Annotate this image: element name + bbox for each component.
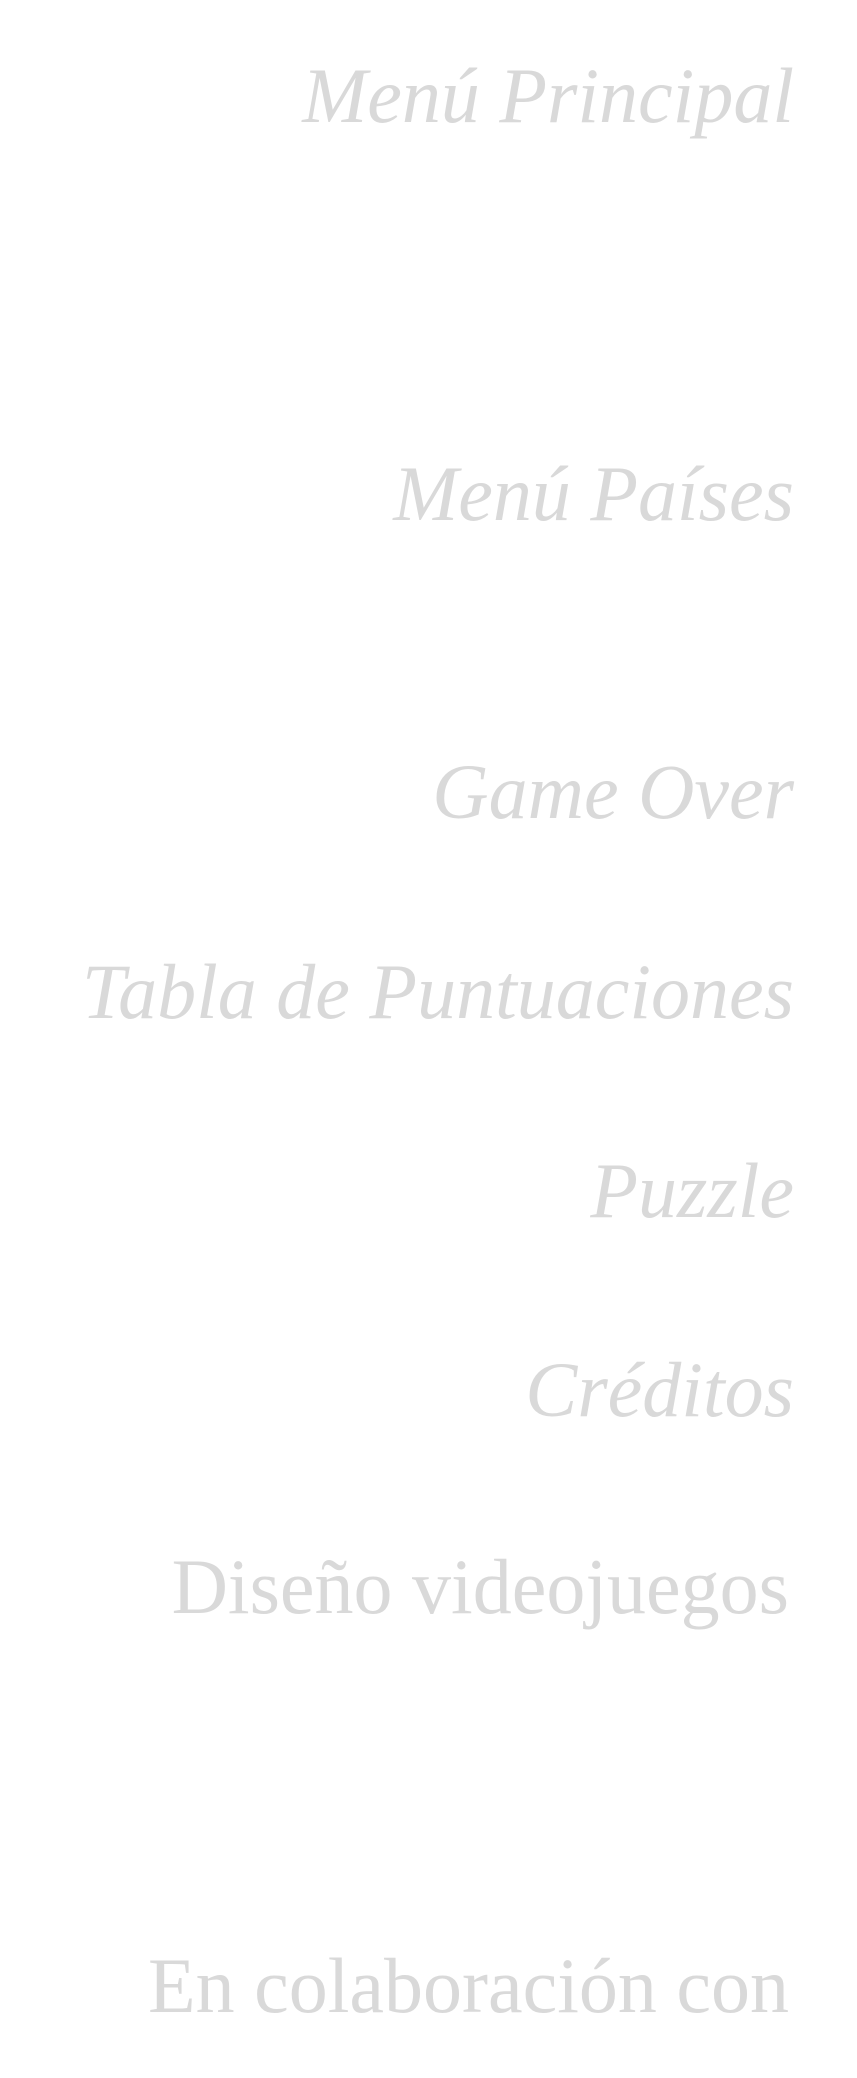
credit-line-creditos: Créditos (525, 1346, 794, 1433)
credit-line-game-over: Game Over (432, 748, 794, 835)
credit-line-colaboracion: En colaboración con (147, 1942, 789, 2029)
credit-line-tabla-puntuaciones: Tabla de Puntuaciones (81, 948, 794, 1035)
credit-line-puzzle: Puzzle (590, 1147, 794, 1234)
credit-line-menu-paises: Menú Países (393, 450, 794, 537)
credit-line-menu-principal: Menú Principal (302, 52, 794, 139)
credit-line-diseno-videojuegos: Diseño videojuegos (171, 1543, 789, 1630)
